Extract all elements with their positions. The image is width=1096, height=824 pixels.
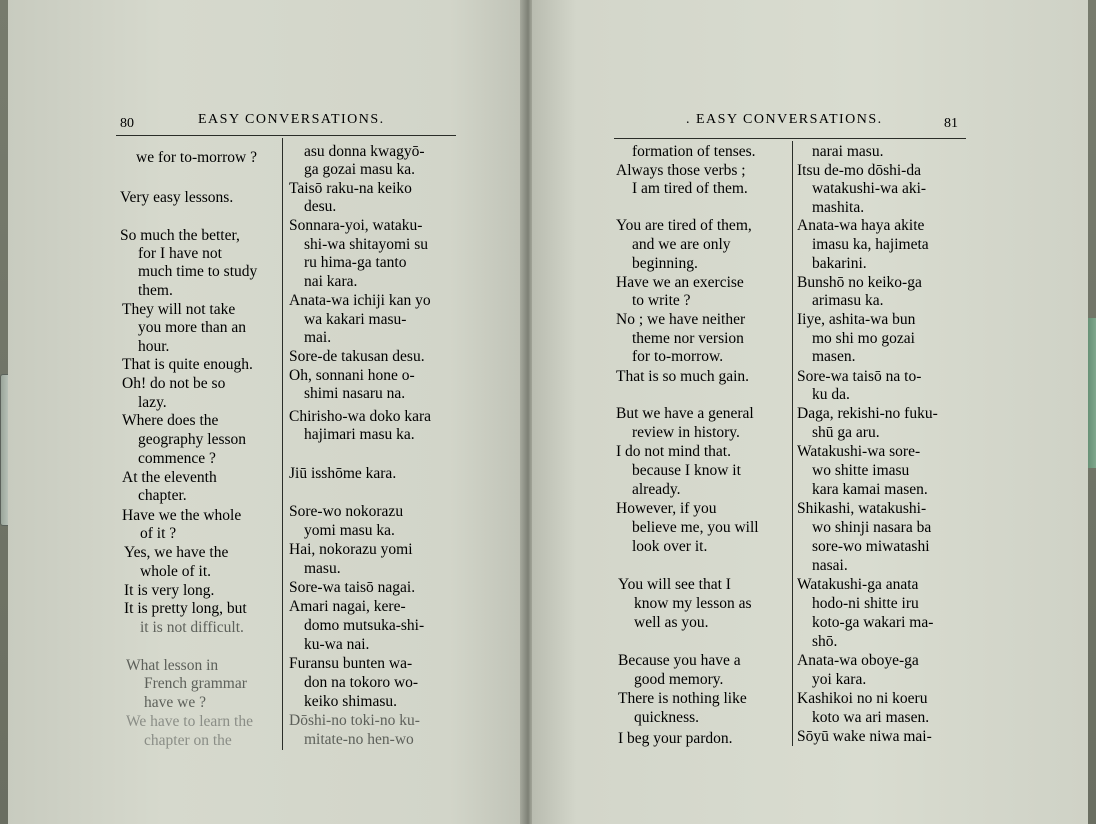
left-japanese-line: asu donna kwagyō-: [304, 143, 425, 160]
right-japanese-line: kara kamai masen.: [812, 481, 928, 498]
left-japanese-line: nai kara.: [304, 273, 358, 290]
left-japanese-line: Sore-wa taisō nagai.: [289, 579, 416, 596]
right-japanese-line: ku da.: [812, 386, 850, 403]
left-english-line: commence ?: [138, 450, 216, 467]
right-japanese-line: wo shinji nasara ba: [812, 519, 932, 536]
right-english-line: for to-morrow.: [632, 348, 724, 365]
right-japanese-line: Daga, rekishi-no fuku-: [797, 405, 938, 422]
left-english-line: you more than an: [138, 319, 247, 336]
right-english-line: and we are only: [632, 236, 731, 253]
right-english-line: beginning.: [632, 255, 698, 272]
left-japanese-line: shimi nasaru na.: [304, 385, 406, 402]
left-english-line: That is quite enough.: [122, 356, 253, 373]
right-english-line: look over it.: [632, 538, 708, 555]
right-japanese-line: watakushi-wa aki-: [812, 180, 927, 197]
left-english-line: of it ?: [140, 525, 177, 542]
left-english-line: chapter on the: [144, 732, 232, 749]
right-english-line: You are tired of them,: [616, 217, 752, 234]
right-japanese-line: mo shi mo gozai: [812, 330, 915, 347]
right-japanese-line: yoi kara.: [812, 671, 867, 688]
left-running-header: [0, 112, 530, 134]
left-japanese-line: Amari nagai, kere-: [289, 598, 406, 615]
left-english-line: them.: [138, 282, 173, 299]
right-running-header: [540, 112, 1088, 134]
right-japanese-line: Iiye, ashita-wa bun: [797, 311, 916, 328]
right-japanese-line: koto-ga wakari ma-: [812, 614, 934, 631]
left-header-rule: [116, 135, 456, 136]
left-english-line: much time to study: [138, 263, 258, 280]
right-english-line: formation of tenses.: [632, 143, 756, 160]
left-english-line: Yes, we have the: [124, 544, 229, 561]
right-japanese-line: wo shitte imasu: [812, 462, 910, 479]
right-japanese-line: bakarini.: [812, 255, 867, 272]
left-english-line: Have we the whole: [122, 507, 242, 524]
right-english-line: know my lesson as: [634, 595, 752, 612]
left-japanese-line: ga gozai masu ka.: [304, 161, 416, 178]
right-japanese-line: arimasu ka.: [812, 292, 884, 309]
left-japanese-line: Sore-de takusan desu.: [289, 348, 425, 365]
right-english-line: However, if you: [616, 500, 717, 517]
left-english-line: we for to-morrow ?: [136, 149, 257, 166]
right-japanese-line: Anata-wa haya akite: [797, 217, 925, 234]
right-japanese-line: shū ga aru.: [812, 424, 880, 441]
left-japanese-line: Sonnara-yoi, wataku-: [289, 217, 423, 234]
right-english-line: theme nor version: [632, 330, 744, 347]
left-english-line: lazy.: [138, 394, 167, 411]
left-english-line: Very easy lessons.: [120, 189, 234, 206]
left-japanese-line: keiko shimasu.: [304, 693, 397, 710]
right-japanese-line: Watakushi-ga anata: [797, 576, 919, 593]
left-japanese-line: ru hima-ga tanto: [304, 254, 407, 271]
right-english-line: Have we an exercise: [616, 274, 744, 291]
left-japanese-line: mitate-no hen-wo: [304, 731, 414, 748]
left-column-divider: [282, 138, 283, 750]
right-japanese-line: imasu ka, hajimeta: [812, 236, 929, 253]
left-english-line: We have to learn the: [126, 713, 253, 730]
right-japanese-line: nasai.: [812, 557, 848, 574]
right-english-line: quickness.: [634, 709, 700, 726]
left-japanese-line: desu.: [304, 198, 337, 215]
right-japanese-line: Sore-wa taisō na to-: [797, 368, 922, 385]
right-english-line: I do not mind that.: [616, 443, 731, 460]
left-japanese-line: don na tokoro wo-: [304, 674, 419, 691]
left-japanese-line: hajimari masu ka.: [304, 426, 415, 443]
right-english-line: believe me, you will: [632, 519, 759, 536]
right-header-rule: [614, 138, 966, 139]
left-english-line: have we ?: [144, 694, 206, 711]
right-english-line: No ; we have neither: [616, 311, 746, 328]
left-english-line: Where does the: [122, 412, 219, 429]
left-japanese-line: Furansu bunten wa-: [289, 655, 413, 672]
left-english-line: Oh! do not be so: [122, 375, 226, 392]
left-english-line: What lesson in: [126, 657, 219, 674]
right-japanese-line: Shikashi, watakushi-: [797, 500, 927, 517]
right-japanese-line: Kashikoi no ni koeru: [797, 690, 928, 707]
right-english-line: already.: [632, 481, 681, 498]
right-english-line: Always those verbs ;: [616, 162, 746, 179]
right-english-line: That is so much gain.: [616, 368, 750, 385]
left-japanese-line: Oh, sonnani hone o-: [289, 367, 415, 384]
left-english-line: French grammar: [144, 675, 247, 692]
left-japanese-line: Jiū isshōme kara.: [289, 465, 397, 482]
right-english-line: You will see that I: [618, 576, 731, 593]
right-english-line: Because you have a: [618, 652, 741, 669]
left-english-line: it is not difficult.: [140, 619, 244, 636]
left-english-line: At the eleventh: [122, 469, 217, 486]
left-japanese-line: wa kakari masu-: [304, 311, 407, 328]
left-japanese-line: mai.: [304, 329, 332, 346]
right-english-line: because I know it: [632, 462, 741, 479]
left-japanese-line: shi-wa shitayomi su: [304, 236, 428, 253]
left-japanese-line: Anata-wa ichiji kan yo: [289, 292, 431, 309]
right-japanese-line: sore-wo miwatashi: [812, 538, 930, 555]
right-japanese-line: Watakushi-wa sore-: [797, 443, 921, 460]
left-english-line: geography lesson: [138, 431, 247, 448]
left-japanese-line: ku-wa nai.: [304, 636, 370, 653]
right-english-line: But we have a general: [616, 405, 754, 422]
left-page-number: 80: [120, 116, 134, 131]
right-english-line: to write ?: [632, 292, 691, 309]
left-english-line: It is very long.: [124, 582, 215, 599]
right-japanese-line: Anata-wa oboye-ga: [797, 652, 919, 669]
right-column-divider: [792, 141, 793, 746]
left-japanese-line: domo mutsuka-shi-: [304, 617, 425, 634]
right-japanese-line: shō.: [812, 633, 838, 650]
left-english-line: whole of it.: [140, 563, 212, 580]
left-japanese-line: Hai, nokorazu yomi: [289, 541, 413, 558]
left-japanese-line: Taisō raku-na keiko: [289, 180, 412, 197]
right-japanese-line: mashita.: [812, 199, 865, 216]
left-running-head-title: EASY CONVERSATIONS.: [198, 112, 385, 127]
right-english-line: good memory.: [634, 671, 724, 688]
left-english-line: for I have not: [138, 245, 222, 262]
left-japanese-line: Sore-wo nokorazu: [289, 503, 404, 520]
right-english-line: I beg your pardon.: [618, 730, 733, 747]
right-japanese-line: Bunshō no keiko-ga: [797, 274, 922, 291]
left-japanese-line: masu.: [304, 560, 341, 577]
left-english-line: They will not take: [122, 301, 236, 318]
right-japanese-line: Sōyū wake niwa mai-: [797, 728, 932, 745]
right-japanese-line: hodo-ni shitte iru: [812, 595, 919, 612]
right-english-line: well as you.: [634, 614, 709, 631]
left-english-line: It is pretty long, but: [124, 600, 247, 617]
right-english-line: There is nothing like: [618, 690, 747, 707]
right-english-line: review in history.: [632, 424, 740, 441]
right-page-number: 81: [944, 116, 958, 131]
left-english-line: hour.: [138, 338, 170, 355]
right-japanese-line: narai masu.: [812, 143, 884, 160]
left-english-line: chapter.: [138, 487, 187, 504]
right-running-head-title: . EASY CONVERSATIONS.: [686, 112, 883, 127]
left-japanese-line: Dōshi-no toki-no ku-: [289, 712, 420, 729]
left-japanese-line: Chirisho-wa doko kara: [289, 408, 432, 425]
right-japanese-line: koto wa ari masen.: [812, 709, 930, 726]
right-english-line: I am tired of them.: [632, 180, 748, 197]
left-japanese-line: yomi masu ka.: [304, 522, 395, 539]
right-japanese-line: Itsu de-mo dōshi-da: [797, 162, 921, 179]
left-english-line: So much the better,: [120, 227, 240, 244]
right-japanese-line: masen.: [812, 348, 856, 365]
